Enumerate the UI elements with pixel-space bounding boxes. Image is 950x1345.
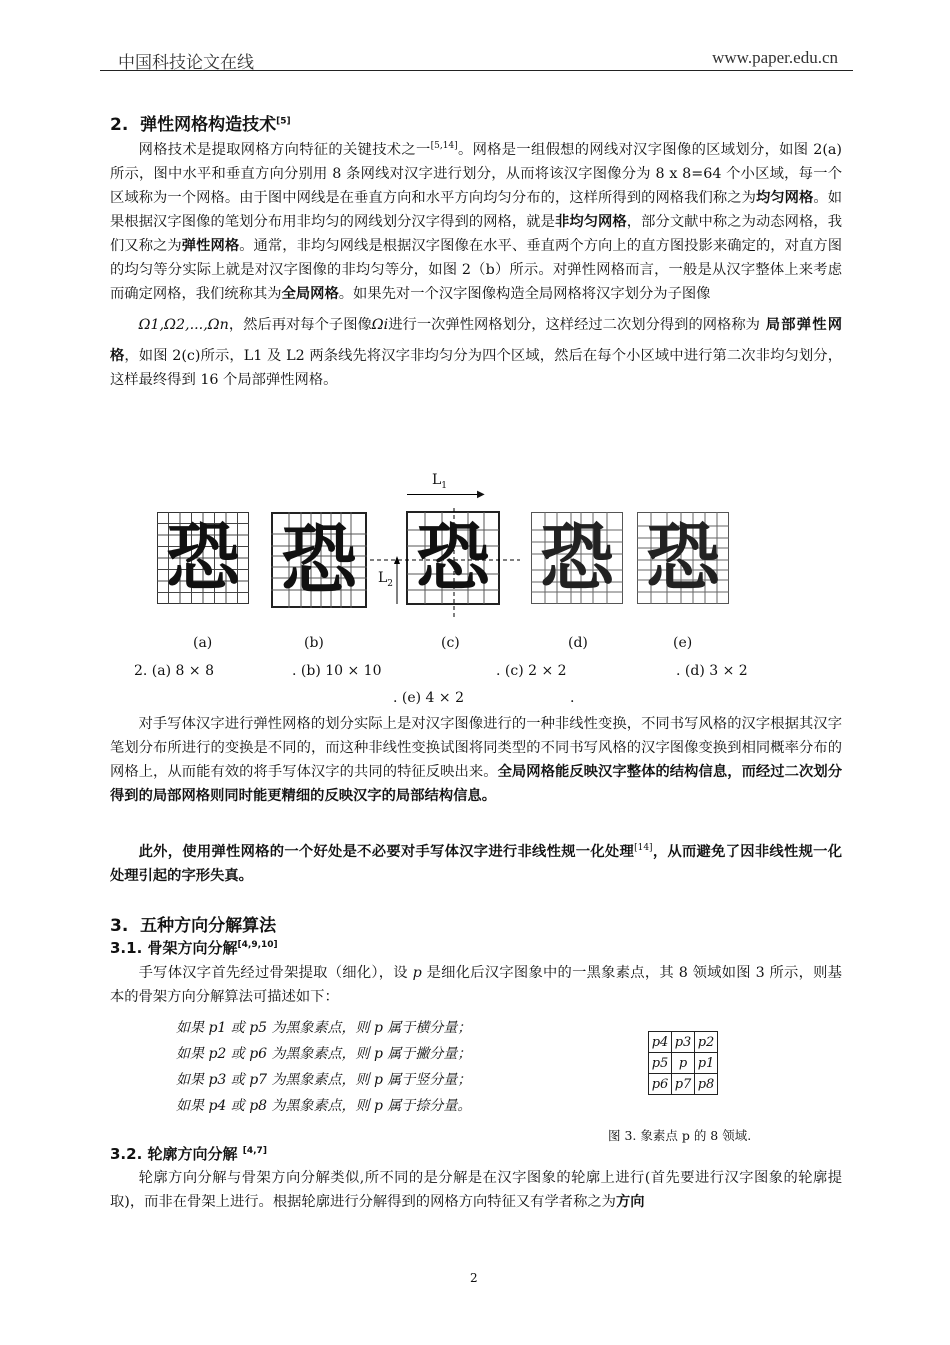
caption-e: . (e) 4 × 2: [393, 690, 465, 706]
text: 1: [441, 480, 448, 491]
paragraph-advantage: [110, 836, 842, 888]
header-rule: [100, 70, 853, 71]
cell: p2: [695, 1032, 718, 1053]
label-e: (e): [673, 635, 693, 651]
text: L: [378, 570, 388, 586]
rule-right-falling: 如果 p4 或 p8 为黑象素点，则 p 属于捺分量。: [176, 1098, 472, 1114]
variable: p: [412, 965, 422, 981]
citation: [4,7]: [242, 1146, 267, 1156]
keyword: 弹性网格: [181, 237, 240, 254]
text: 2: [387, 578, 394, 589]
bold-text: ，从而避免了因非线性规一化处理引起的字形失真。: [110, 843, 843, 884]
section-number: 3.1.: [110, 939, 143, 957]
glyph-e: 恐: [646, 515, 720, 601]
glyph-d: 恐: [540, 515, 614, 601]
section-3-2-heading: [110, 1143, 267, 1164]
keyword: 局部弹性网格: [110, 316, 842, 364]
bold-text: 此外，使用弹性网格的一个好处是不必要对手写体汉字进行非线性规一化处理: [138, 843, 635, 860]
bold-text: 全局网格能反映汉字整体的结构信息，而经过二次划分得到的局部网格则同时能更精细的反映汉字的局部结构信息。: [110, 764, 843, 804]
text: 网格技术是提取网格方向特征的关键技术之一: [138, 141, 431, 158]
section-title: 骨架方向分解: [147, 939, 238, 957]
glyph-b: 恐: [281, 515, 357, 604]
text: ，如图 2(c)所示，L1 及 L2 两条线先将汉字非均匀分为四个区域，然后在每个小区域中进行第二次非均匀划分，这样最终得到 16 个局部弹性网格。: [110, 347, 842, 388]
text: ，部分文献中称之为动态网格，我们又称之为: [110, 213, 843, 254]
cell: p5: [649, 1053, 672, 1074]
glyph-c: 恐: [416, 515, 490, 601]
text: 进行一次弹性网格划分，这样经过二次划分得到的网格称为: [388, 316, 760, 333]
math-subimages: Ω1,Ω2,...,Ωn: [138, 316, 229, 333]
section-number: 3.2.: [110, 1145, 143, 1163]
label-c: (c): [441, 635, 460, 651]
paragraph-nonlinear: [110, 712, 842, 808]
section-3-1-heading: [110, 937, 278, 958]
text: 对手写体汉字进行弹性网格的划分实际上是对汉字图像进行的一种非线性变换，不同书写风格的汉字根据其汉字笔划分布所进行的变换是不同的，而这种非线性变换试图将同类型的不同书写风格的汉字图像变换到相同概率分布的网格上，从而能有效的将手写体汉字的共同的特征反映出来。: [110, 716, 842, 780]
cell: p7: [672, 1074, 695, 1095]
cell: p4: [649, 1032, 672, 1053]
figure-2: [0, 470, 950, 720]
text: 是细化后汉字图象中的一黑象素点，其 8 领域如图 3 所示，则基本的骨架方向分解算法可描述如下：: [110, 965, 842, 1005]
rule-horizontal: 如果 p1 或 p5 为黑象素点，则 p 属于横分量；: [176, 1020, 472, 1036]
section-number: 3.: [110, 916, 129, 936]
caption-b: . (b) 10 × 10: [292, 663, 382, 679]
l1-arrow-line: [407, 494, 481, 495]
text: 轮廓方向分解与骨架方向分解类似,所不同的是分解是在汉字图象的轮廓上进行(首先要进行汉字图象的轮廓提取)，而非在骨架上进行。根据轮廓进行分解得到的网格方向特征又有学者称之为: [110, 1170, 842, 1210]
journal-name: 中国科技论文在线: [118, 53, 254, 73]
caption-tail: .: [570, 690, 575, 706]
text: ，然后再对每个子图像: [228, 316, 372, 333]
cell: p1: [695, 1053, 718, 1074]
neighborhood-table: [648, 1031, 718, 1095]
glyph-a: 恐: [166, 515, 240, 601]
caption-d: . (d) 3 × 2: [676, 663, 748, 679]
journal-url: www.paper.edu.cn: [712, 48, 838, 67]
arrow-right-icon: ▶: [477, 489, 485, 500]
cell: p6: [649, 1074, 672, 1095]
section-number: 2.: [110, 115, 129, 135]
keyword: 全局网格: [281, 285, 339, 302]
label-d: (d): [568, 635, 588, 651]
paragraph-skeleton: [110, 961, 842, 1009]
figure-3-caption: 图 3. 象素点 p 的 8 领域.: [608, 1128, 752, 1143]
section-title: 轮廓方向分解: [147, 1145, 238, 1163]
keyword: 方向: [615, 1194, 645, 1210]
section-2-heading: [110, 110, 291, 135]
paragraph-grid-technique: [110, 134, 842, 392]
page-number: 2: [470, 1271, 478, 1285]
caption-c: . (c) 2 × 2: [496, 663, 567, 679]
text: 。网格是一组假想的网线对汉字图像的区域划分，如图 2(a)所示，图中水平和垂直方向分别用 8 条网线对汉字进行划分，从而将该汉字图像分为 8 x 8=64 个小区域，每一个区域称为一个网格。由于图中网线是在垂直方向和水平方向均匀分布的，这样所得到的网格我们称之为: [110, 141, 843, 206]
text: 。通常，非均匀网线是根据汉字图像在水平、垂直两个方向上的直方图投影来确定的，对直方图的均匀等分实际上就是对汉字图像的非均匀等分，如图 2（b）所示。对弹性网格而言，一般是从汉字整体上来考虑而确定网格，我们统称其为: [110, 237, 843, 302]
caption-a: 2. (a) 8 × 8: [134, 663, 214, 679]
math-omega-i: Ωi: [371, 316, 389, 333]
text: 手写体汉字首先经过骨架提取（细化），设: [138, 965, 408, 981]
paragraph-contour: [110, 1166, 842, 1214]
cell: p8: [695, 1074, 718, 1095]
citation: [5,14]: [430, 141, 458, 151]
label-l2: [378, 570, 393, 589]
section-title: 五种方向分解算法: [140, 916, 277, 936]
label-a: (a): [193, 635, 213, 651]
section-title: 弹性网格构造技术: [140, 115, 277, 135]
text: 。如果根据汉字图像的笔划分布用非均匀的网线划分汉字得到的网格，就是: [110, 189, 843, 230]
cell: p3: [672, 1032, 695, 1053]
citation: [14]: [634, 843, 653, 853]
rule-left-falling: 如果 p2 或 p6 为黑象素点，则 p 属于撇分量；: [176, 1046, 472, 1062]
label-l1: [432, 472, 447, 491]
rule-vertical: 如果 p3 或 p7 为黑象素点，则 p 属于竖分量；: [176, 1072, 472, 1088]
citation: [5]: [276, 116, 291, 127]
label-b: (b): [304, 635, 324, 651]
keyword: 均匀网格: [755, 189, 814, 206]
text: 。如果先对一个汉字图像构造全局网格将汉字划分为子图像: [338, 285, 711, 302]
section-3-heading: [110, 911, 276, 936]
cell: p: [672, 1053, 695, 1074]
citation: [4,9,10]: [237, 940, 278, 950]
keyword: 非均匀网格: [554, 213, 627, 230]
text: L: [432, 472, 442, 488]
